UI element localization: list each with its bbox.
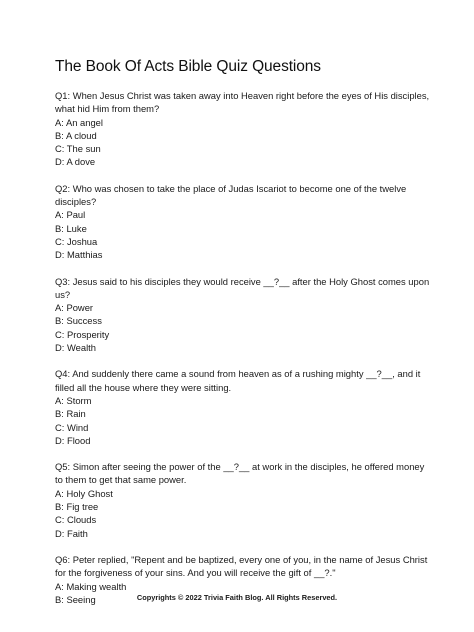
question-3 — [55, 275, 433, 355]
answer-option: C: The sun — [55, 143, 101, 155]
answer-option: D: Flood — [55, 434, 91, 446]
answer-option: A: Paul — [55, 209, 86, 221]
answer-option: D: A dove — [55, 156, 96, 168]
question-5 — [55, 460, 433, 540]
answer-option: B: Seeing — [55, 593, 96, 605]
question-text: Q1: When Jesus Christ was taken away into Heaven right before the eyes of His disciples, what hid Him from them? — [55, 90, 430, 115]
question-1 — [55, 89, 433, 169]
question-text: Q3: Jesus said to his disciples they would receive __?__ after the Holy Ghost comes upon us? — [55, 275, 430, 300]
answer-option: C: Clouds — [55, 514, 97, 526]
question-2 — [55, 182, 433, 262]
copyright-footer: Copyrights © 2022 Trivia Faith Blog. All Rights Reserved. — [136, 593, 338, 602]
document-page — [55, 58, 433, 619]
answer-option: D: Faith — [55, 527, 88, 539]
question-text: Q5: Simon after seeing the power of the __?__ at work in the disciples, he offered money to them to get that same power. — [55, 461, 425, 486]
answer-option: D: Wealth — [55, 342, 96, 354]
answer-option: B: Success — [55, 315, 102, 327]
answer-option: A: Power — [55, 302, 94, 314]
question-text: Q6: Peter replied, "Repent and be baptized, every one of you, in the name of Jesus Christ for the forgiveness of your sins. And you will receive the gift of __?." — [55, 553, 428, 579]
answer-option: B: Rain — [55, 408, 86, 420]
answer-option: B: Luke — [55, 222, 87, 234]
answer-option: C: Joshua — [55, 235, 98, 247]
answer-option: A: An angel — [55, 116, 103, 128]
page-title: The Book Of Acts Bible Quiz Questions — [55, 58, 321, 75]
answer-option: B: A cloud — [55, 129, 97, 141]
question-text: Q4: And suddenly there came a sound from heaven as of a rushing mighty __?__, and it filled all the house where they were sitting. — [55, 368, 421, 393]
answer-option: C: Prosperity — [55, 328, 110, 340]
answer-option: A: Holy Ghost — [55, 487, 113, 499]
question-4 — [55, 367, 433, 447]
answer-option: A: Making wealth — [55, 580, 127, 592]
answer-option: D: Matthias — [55, 249, 103, 261]
answer-option: A: Storm — [55, 394, 92, 406]
answer-option: C: Wind — [55, 421, 89, 433]
question-text: Q2: Who was chosen to take the place of Judas Iscariot to become one of the twelve disciples? — [55, 182, 407, 208]
answer-option: B: Fig tree — [55, 501, 99, 513]
